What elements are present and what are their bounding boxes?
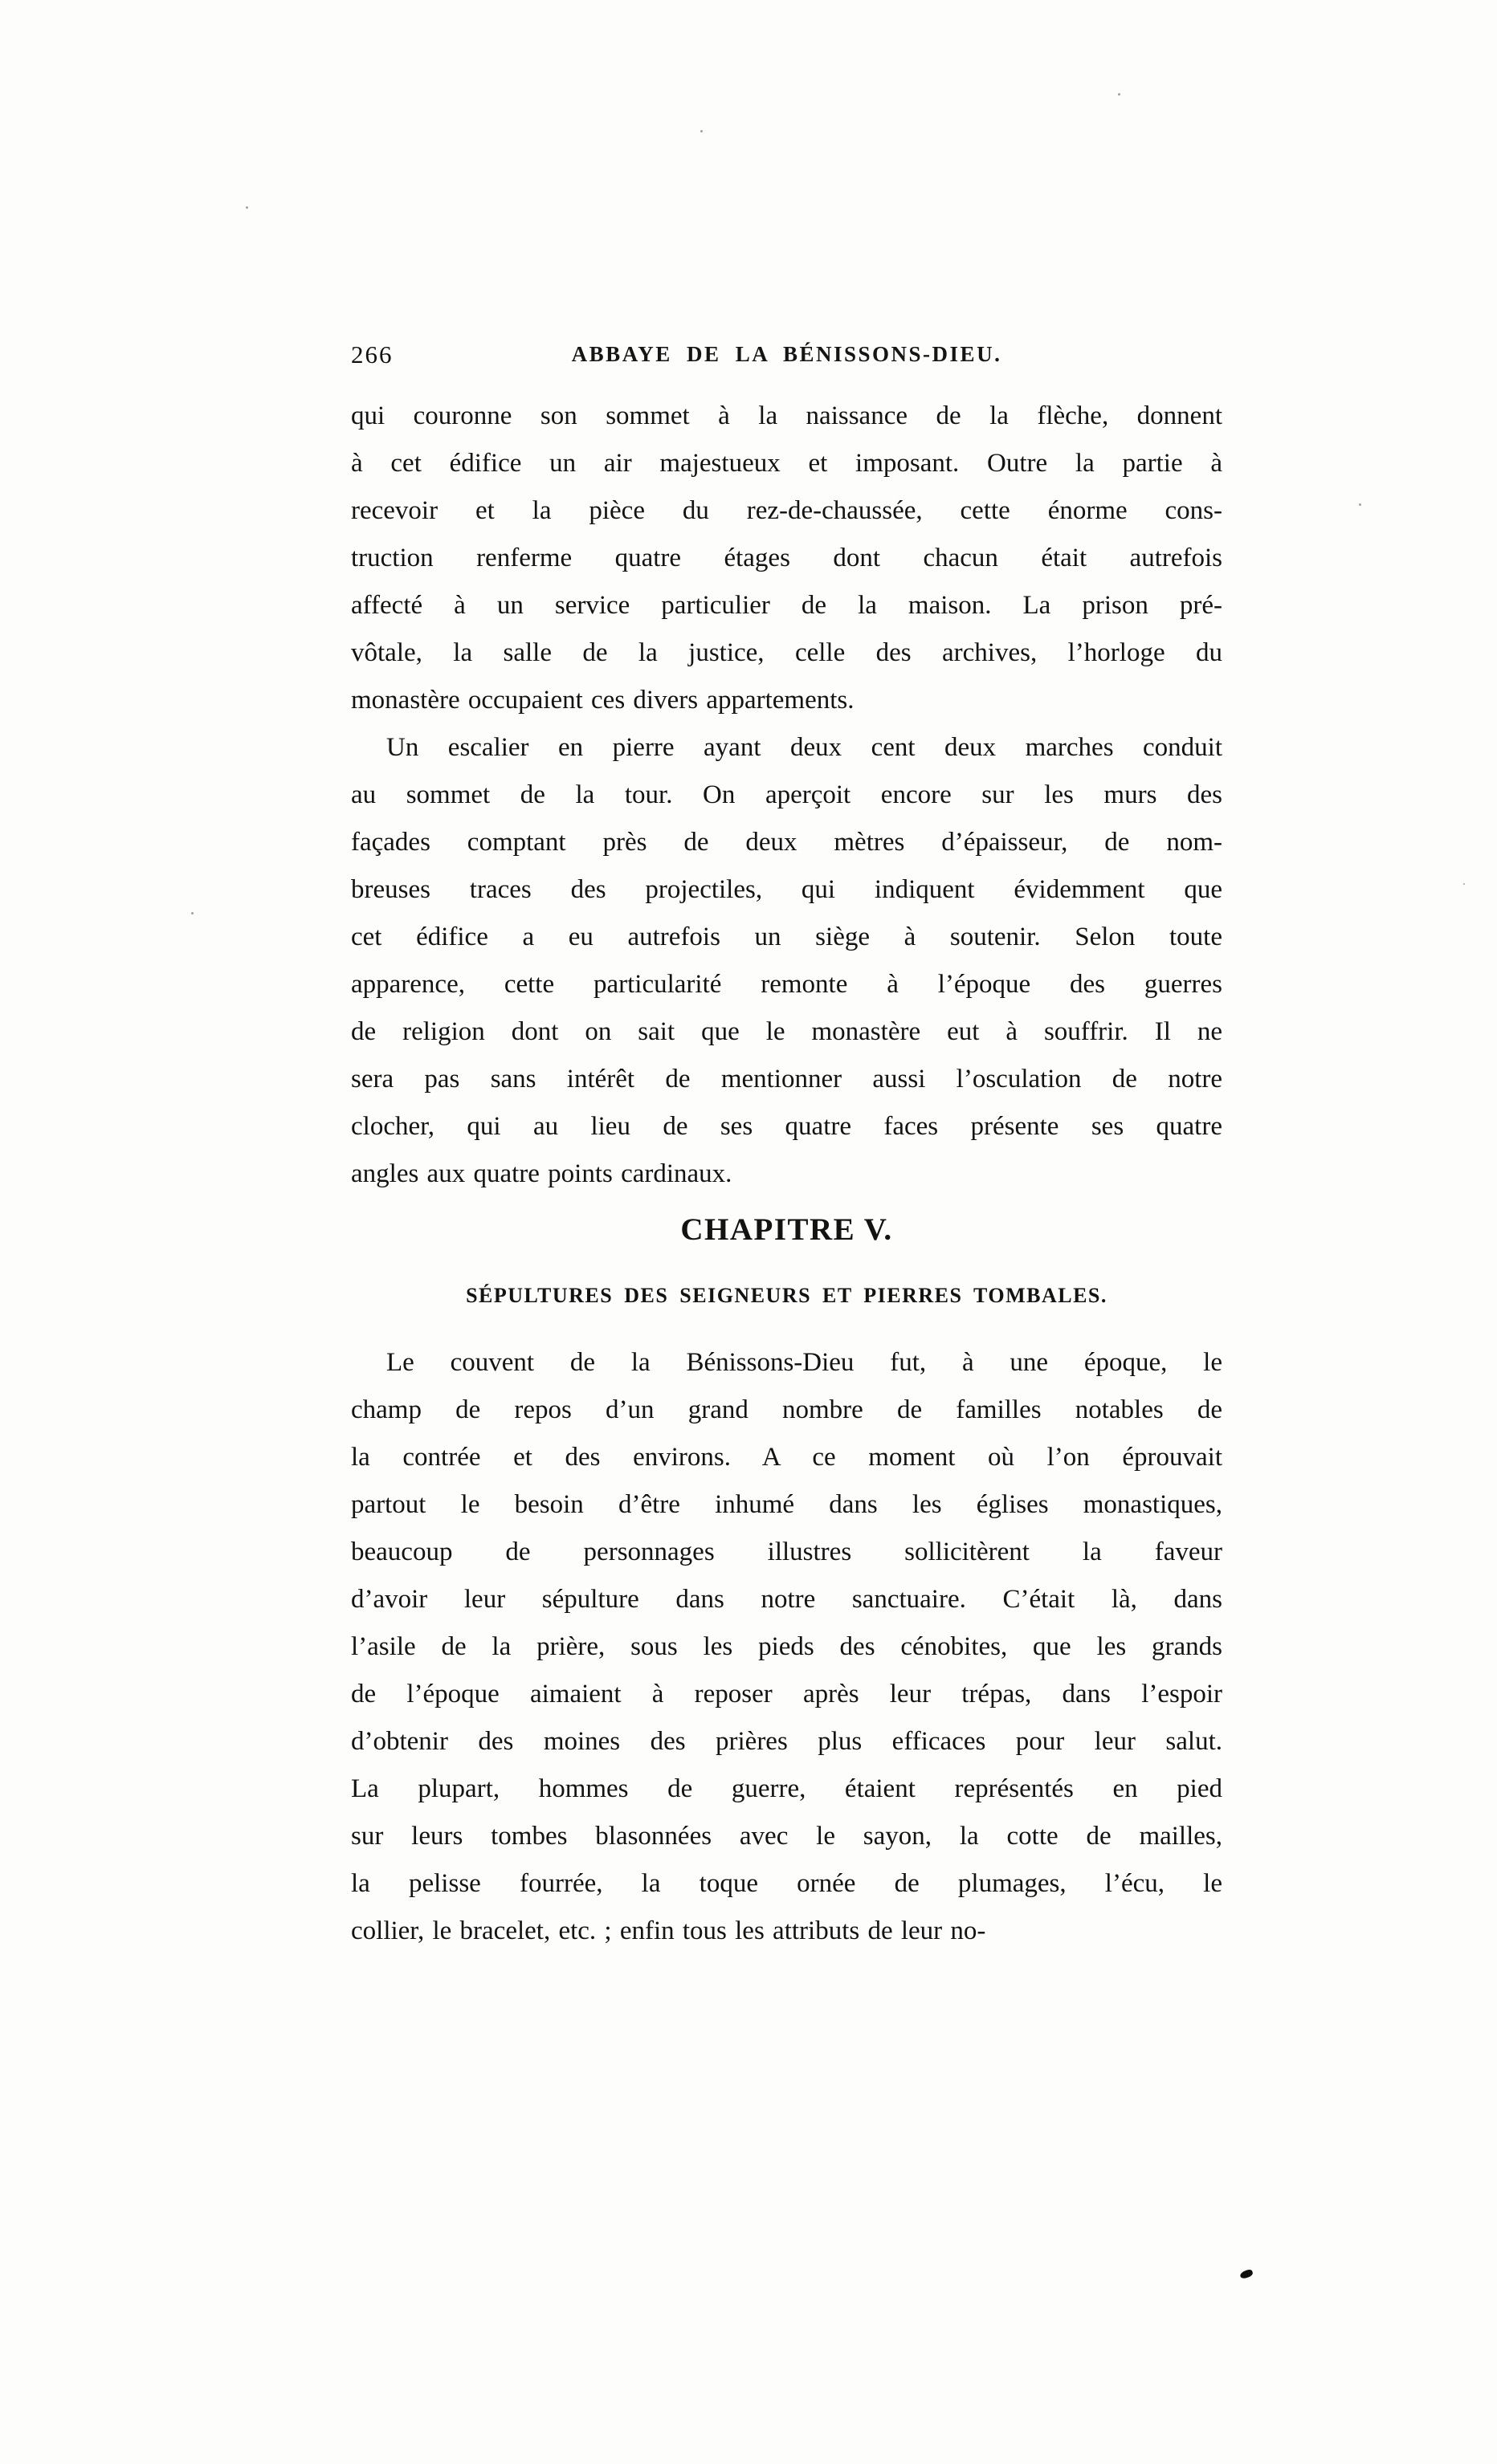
text-line: Le couvent de la Bénissons-Dieu fut, à une époque, le bbox=[386, 1348, 1222, 1377]
text-line: au sommet de la tour. On aperçoit encore sur les murs des bbox=[351, 780, 1222, 809]
text-line: recevoir et la pièce du rez-de-chaussée, cette énorme cons- bbox=[351, 496, 1222, 525]
scan-noise-dot bbox=[191, 912, 194, 914]
page-body bbox=[351, 393, 1222, 1955]
scan-noise-dot bbox=[1359, 503, 1361, 506]
scan-noise-dot bbox=[1463, 883, 1465, 885]
scan-noise-dot bbox=[1118, 93, 1120, 96]
text-line: breuses traces des projectiles, qui indiquent évidemment que bbox=[351, 875, 1222, 904]
ink-speck bbox=[1239, 2269, 1254, 2280]
text-line: la pelisse fourrée, la toque ornée de plumages, l’écu, le bbox=[351, 1869, 1222, 1898]
text-line: d’avoir leur sépulture dans notre sanctuaire. C’était là, dans bbox=[351, 1585, 1222, 1614]
paragraph-sepultures bbox=[351, 1339, 1222, 1955]
page-header bbox=[351, 340, 1222, 373]
text-line: affecté à un service particulier de la maison. La prison pré- bbox=[351, 591, 1222, 620]
text-line: à cet édifice un air majestueux et imposant. Outre la partie à bbox=[351, 449, 1222, 478]
text-line: façades comptant près de deux mètres d’épaisseur, de nom- bbox=[351, 828, 1222, 857]
text-line: collier, le bracelet, etc. ; enfin tous les attributs de leur no- bbox=[351, 1916, 986, 1945]
text-line: truction renferme quatre étages dont chacun était autrefois bbox=[351, 544, 1222, 572]
paragraph-continuation bbox=[351, 393, 1222, 724]
text-line: d’obtenir des moines des prières plus efficaces pour leur salut. bbox=[351, 1727, 1222, 1756]
text-line: sur leurs tombes blasonnées avec le sayon, la cotte de mailles, bbox=[351, 1822, 1222, 1851]
running-title: ABBAYE DE LA BÉNISSONS-DIEU. bbox=[571, 342, 1002, 366]
text-line: l’asile de la prière, sous les pieds des cénobites, que les grands bbox=[351, 1632, 1222, 1661]
text-line: de l’époque aimaient à reposer après leur trépas, dans l’espoir bbox=[351, 1680, 1222, 1709]
text-line: qui couronne son sommet à la naissance de la flèche, donnent bbox=[351, 401, 1222, 430]
scan-noise-dot bbox=[700, 130, 703, 132]
scan-noise-dot bbox=[246, 206, 248, 209]
text-line: cet édifice a eu autrefois un siège à soutenir. Selon toute bbox=[351, 922, 1222, 951]
text-line: monastère occupaient ces divers appartements. bbox=[351, 686, 855, 715]
text-line: vôtale, la salle de la justice, celle des archives, l’horloge du bbox=[351, 638, 1222, 667]
text-line: de religion dont on sait que le monastère eut à souffrir. Il ne bbox=[351, 1017, 1222, 1046]
text-line: sera pas sans intérêt de mentionner aussi l’osculation de notre bbox=[351, 1065, 1222, 1094]
text-line: Un escalier en pierre ayant deux cent deux marches conduit bbox=[386, 733, 1222, 762]
text-line: clocher, qui au lieu de ses quatre faces présente ses quatre bbox=[351, 1112, 1222, 1141]
text-line: champ de repos d’un grand nombre de familles notables de bbox=[351, 1395, 1222, 1424]
text-line: angles aux quatre points cardinaux. bbox=[351, 1159, 732, 1188]
text-line: partout le besoin d’être inhumé dans les églises monastiques, bbox=[351, 1490, 1222, 1519]
chapter-title: CHAPITRE V. bbox=[680, 1212, 893, 1247]
paragraph-stairs bbox=[351, 724, 1222, 1198]
chapter-subtitle: SÉPULTURES DES SEIGNEURS ET PIERRES TOMBALES. bbox=[466, 1284, 1107, 1307]
text-line: La plupart, hommes de guerre, étaient représentés en pied bbox=[351, 1774, 1222, 1803]
text-line: apparence, cette particularité remonte à l’époque des guerres bbox=[351, 970, 1222, 999]
page-number: 266 bbox=[351, 340, 394, 369]
text-line: beaucoup de personnages illustres sollicitèrent la faveur bbox=[351, 1537, 1222, 1566]
text-line: la contrée et des environs. A ce moment où l’on éprouvait bbox=[351, 1443, 1222, 1472]
